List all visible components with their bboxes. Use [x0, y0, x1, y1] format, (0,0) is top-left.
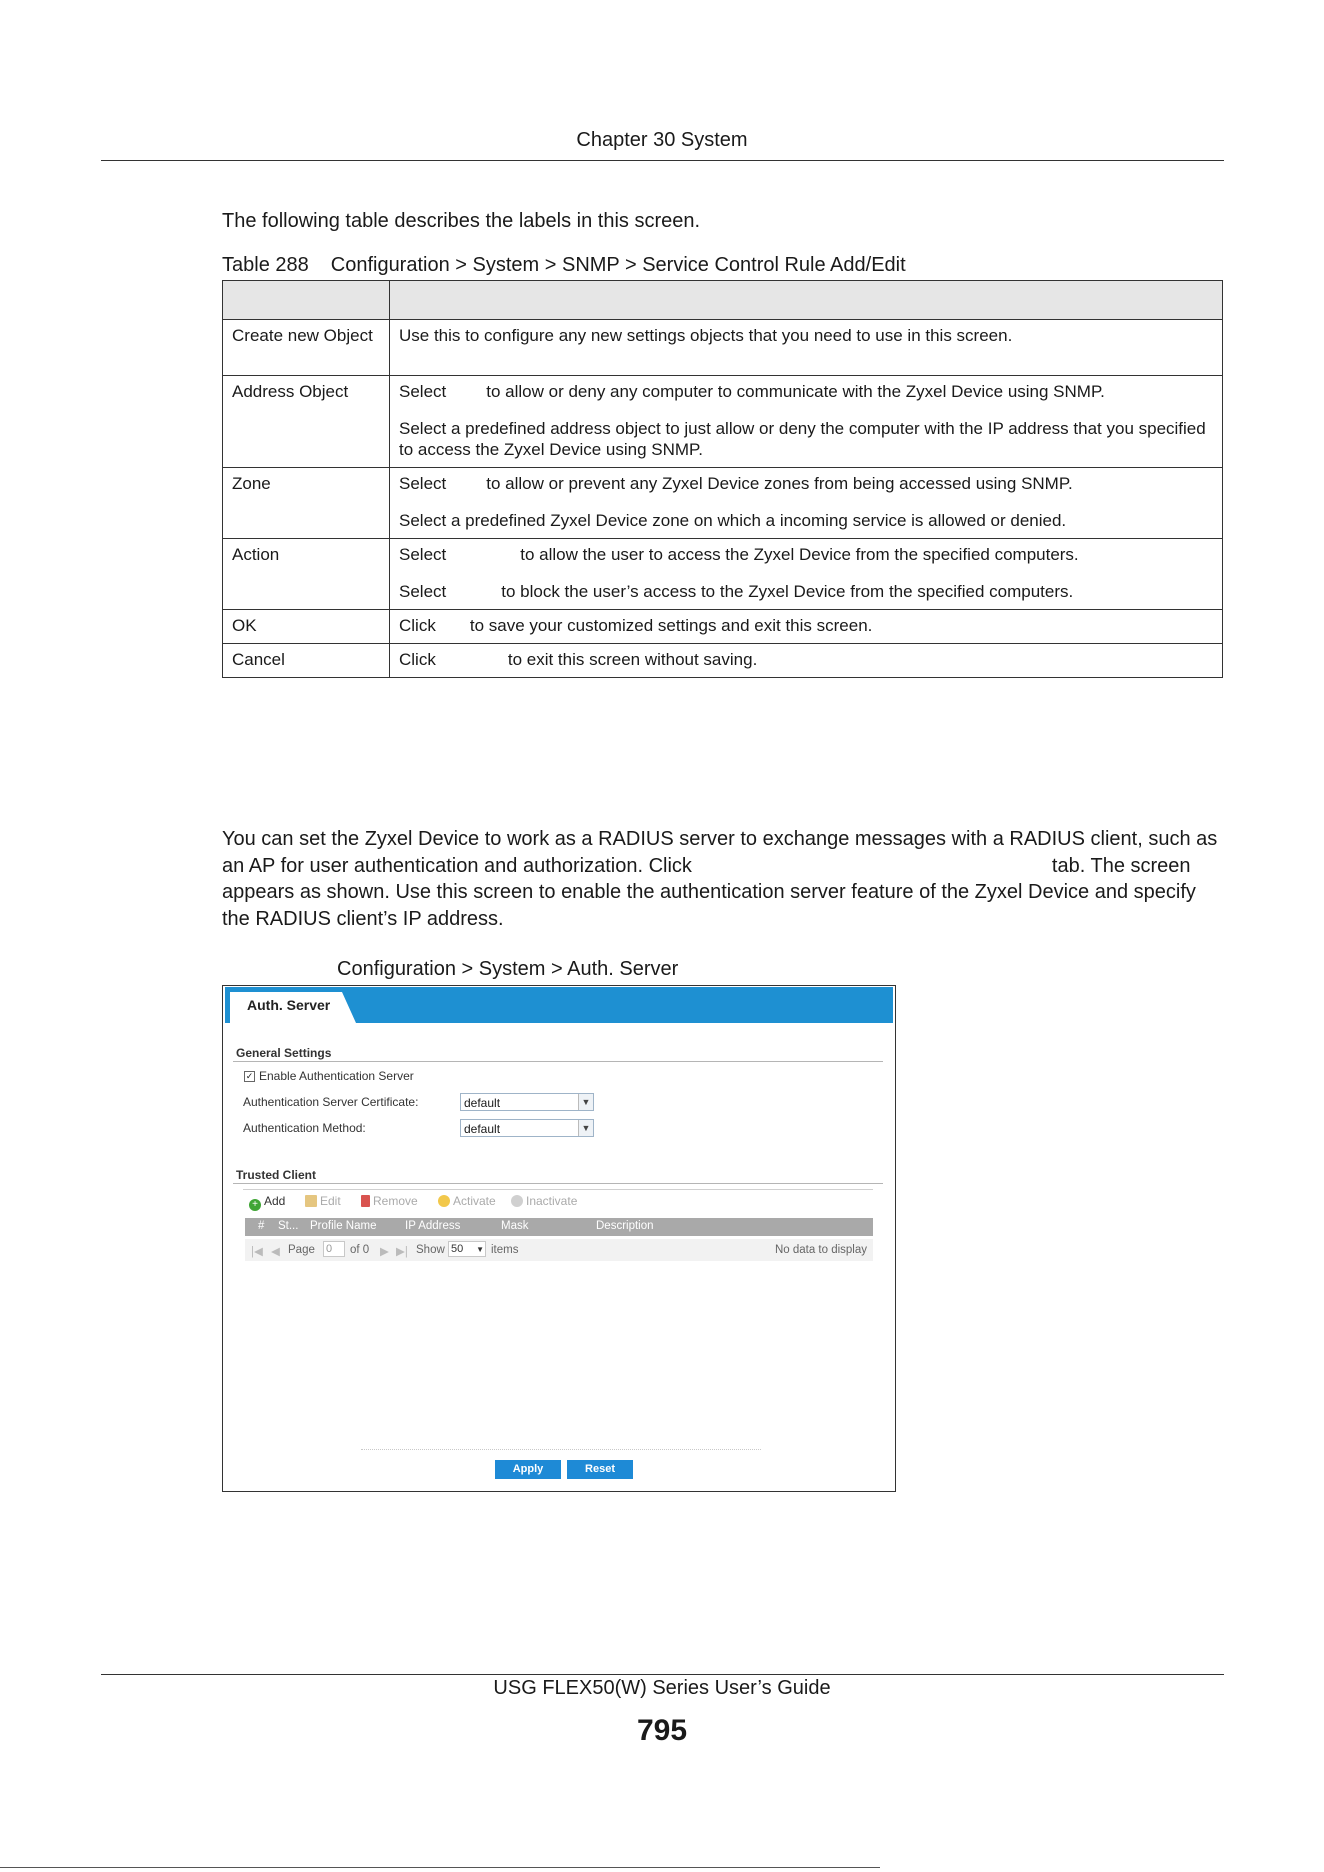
table-header-cell [223, 281, 390, 320]
table-caption-number: Table 288 [222, 254, 309, 276]
row-description [390, 376, 1223, 468]
description-fragment: to exit this screen without saving. [507, 650, 758, 669]
reset-button[interactable]: Reset [567, 1460, 633, 1479]
items-label: items [491, 1244, 519, 1256]
body-paragraph [222, 826, 1222, 932]
method-select-value: default [464, 1122, 501, 1136]
button-divider [361, 1449, 761, 1450]
row-label: Zone [223, 468, 390, 539]
add-button[interactable] [249, 1194, 285, 1211]
figure-caption: Configuration > System > Auth. Server [337, 958, 679, 980]
trusted-client-title: Trusted Client [236, 1168, 317, 1182]
row-description [390, 610, 1223, 644]
header-rule [101, 160, 1224, 161]
last-page-icon[interactable]: ▶| [396, 1246, 408, 1258]
items-per-page-select[interactable] [448, 1241, 486, 1257]
description-line: Select a predefined Zyxel Device zone on which a incoming service is allowed or denied. [399, 511, 1067, 530]
page-number: 795 [636, 1714, 688, 1747]
first-page-icon[interactable]: |◀ [251, 1246, 263, 1258]
table-row [223, 376, 1223, 468]
column-header-description[interactable]: Description [596, 1220, 654, 1232]
column-header-ip-address[interactable]: IP Address [405, 1220, 461, 1232]
chevron-down-icon: ▼ [476, 1245, 484, 1254]
table-row [223, 644, 1223, 678]
enable-auth-server-label: Enable Authentication Server [259, 1069, 414, 1083]
description-fragment: to allow or deny any computer to communicate with the Zyxel Device using SNMP. [486, 382, 1105, 401]
trusted-client-table-header [245, 1218, 873, 1236]
table-caption-title: Configuration > System > SNMP > Service Control Rule Add/Edit [330, 254, 906, 276]
table-row [223, 539, 1223, 610]
description-fragment: Click [399, 616, 436, 635]
chevron-down-icon: ▼ [578, 1120, 593, 1136]
bottom-edge-rule [0, 1867, 880, 1868]
edit-label: Edit [320, 1194, 341, 1208]
items-per-page-value: 50 [451, 1243, 464, 1255]
page-label: Page [288, 1244, 315, 1256]
edit-button[interactable] [305, 1194, 341, 1208]
add-label: Add [264, 1194, 286, 1208]
lightbulb-on-icon [438, 1195, 450, 1207]
section-divider [233, 1061, 883, 1062]
chevron-down-icon: ▼ [578, 1094, 593, 1110]
row-label: Address Object [223, 376, 390, 468]
description-line: Use this to configure any new settings objects that you need to use in this screen. [399, 326, 1013, 345]
description-line [399, 544, 1213, 565]
apply-button[interactable]: Apply [495, 1460, 561, 1479]
description-fragment: to allow or prevent any Zyxel Device zones from being accessed using SNMP. [486, 474, 1073, 493]
description-fragment: Select [399, 545, 447, 564]
column-header-mask[interactable]: Mask [501, 1220, 529, 1232]
table-caption [222, 254, 906, 277]
add-icon: + [249, 1199, 261, 1211]
paragraph-text: You can set the Zyxel Device to work as a RADIUS server to exchange messages with a RADIUS client, such as an AP for user authentication and authorization. Click [222, 828, 1218, 877]
description-fragment: Select [399, 474, 447, 493]
edit-icon [305, 1195, 317, 1207]
description-line [399, 581, 1213, 602]
remove-label: Remove [373, 1194, 418, 1208]
guide-title: USG FLEX50(W) Series User’s Guide [493, 1677, 831, 1699]
activate-label: Activate [453, 1194, 496, 1208]
description-fragment: to block the user’s access to the Zyxel Device from the specified computers. [501, 582, 1074, 601]
activate-button[interactable] [438, 1194, 496, 1208]
label-description-table [222, 280, 1223, 678]
description-line: Select a predefined address object to just allow or deny the computer with the IP address that you specified to access the Zyxel Device using SNMP. [399, 419, 1206, 459]
section-divider [233, 1183, 883, 1184]
method-select[interactable] [460, 1119, 594, 1137]
cert-select[interactable] [460, 1093, 594, 1111]
auth-server-screenshot [222, 985, 896, 1492]
column-header-status[interactable]: St... [278, 1220, 299, 1232]
description-fragment: to allow the user to access the Zyxel Device from the specified computers. [520, 545, 1079, 564]
row-description [390, 539, 1223, 610]
cert-select-value: default [464, 1096, 501, 1110]
description-fragment: Click [399, 650, 436, 669]
table-header-row [223, 281, 1223, 320]
table-row [223, 468, 1223, 539]
table-row [223, 610, 1223, 644]
paragraph-text: tab. The screen appears as shown. Use this screen to enable the authentication server feature of the Zyxel Device and specify the RADIUS client’s IP address. [222, 854, 1196, 930]
prev-page-icon[interactable]: ◀ [271, 1246, 280, 1258]
lightbulb-off-icon [511, 1195, 523, 1207]
page-count: of 0 [350, 1244, 370, 1256]
tab-notch [342, 992, 356, 1023]
description-line [399, 615, 1213, 636]
method-label: Authentication Method: [243, 1121, 366, 1135]
row-label: OK [223, 610, 390, 644]
table-header-cell [390, 281, 1223, 320]
footer-rule [101, 1674, 1224, 1675]
enable-auth-server-checkbox[interactable]: ✓ [245, 1071, 254, 1081]
inactivate-label: Inactivate [526, 1194, 578, 1208]
intro-text: The following table describes the labels in this screen. [222, 210, 701, 232]
trusted-client-toolbar [243, 1189, 873, 1212]
column-header-number[interactable]: # [258, 1220, 265, 1232]
row-description [390, 320, 1223, 376]
show-label: Show [416, 1244, 445, 1256]
description-fragment: to save your customized settings and exit this screen. [469, 616, 873, 635]
description-fragment: Select [399, 382, 447, 401]
row-label: Action [223, 539, 390, 610]
row-description [390, 468, 1223, 539]
row-label: Cancel [223, 644, 390, 678]
trash-icon [361, 1195, 370, 1207]
column-header-profile-name[interactable]: Profile Name [310, 1220, 377, 1232]
cert-label: Authentication Server Certificate: [243, 1095, 419, 1109]
description-line [399, 381, 1213, 402]
remove-button[interactable] [361, 1194, 418, 1208]
tab-bar [225, 987, 893, 1023]
inactivate-button[interactable] [511, 1194, 577, 1208]
pagination-bar [245, 1239, 873, 1261]
description-line [399, 473, 1213, 494]
chapter-title: Chapter 30 System [576, 129, 748, 151]
row-label: Create new Object [223, 320, 390, 376]
empty-table-message: No data to display [774, 1244, 867, 1256]
table-row [223, 320, 1223, 376]
row-description [390, 644, 1223, 678]
description-line [399, 649, 1213, 670]
general-settings-title: General Settings [236, 1046, 332, 1060]
description-fragment: Select [399, 582, 447, 601]
next-page-icon[interactable]: ▶ [380, 1246, 389, 1258]
tab-auth-server[interactable]: Auth. Server [230, 992, 342, 1023]
page-input[interactable]: 0 [323, 1241, 345, 1257]
